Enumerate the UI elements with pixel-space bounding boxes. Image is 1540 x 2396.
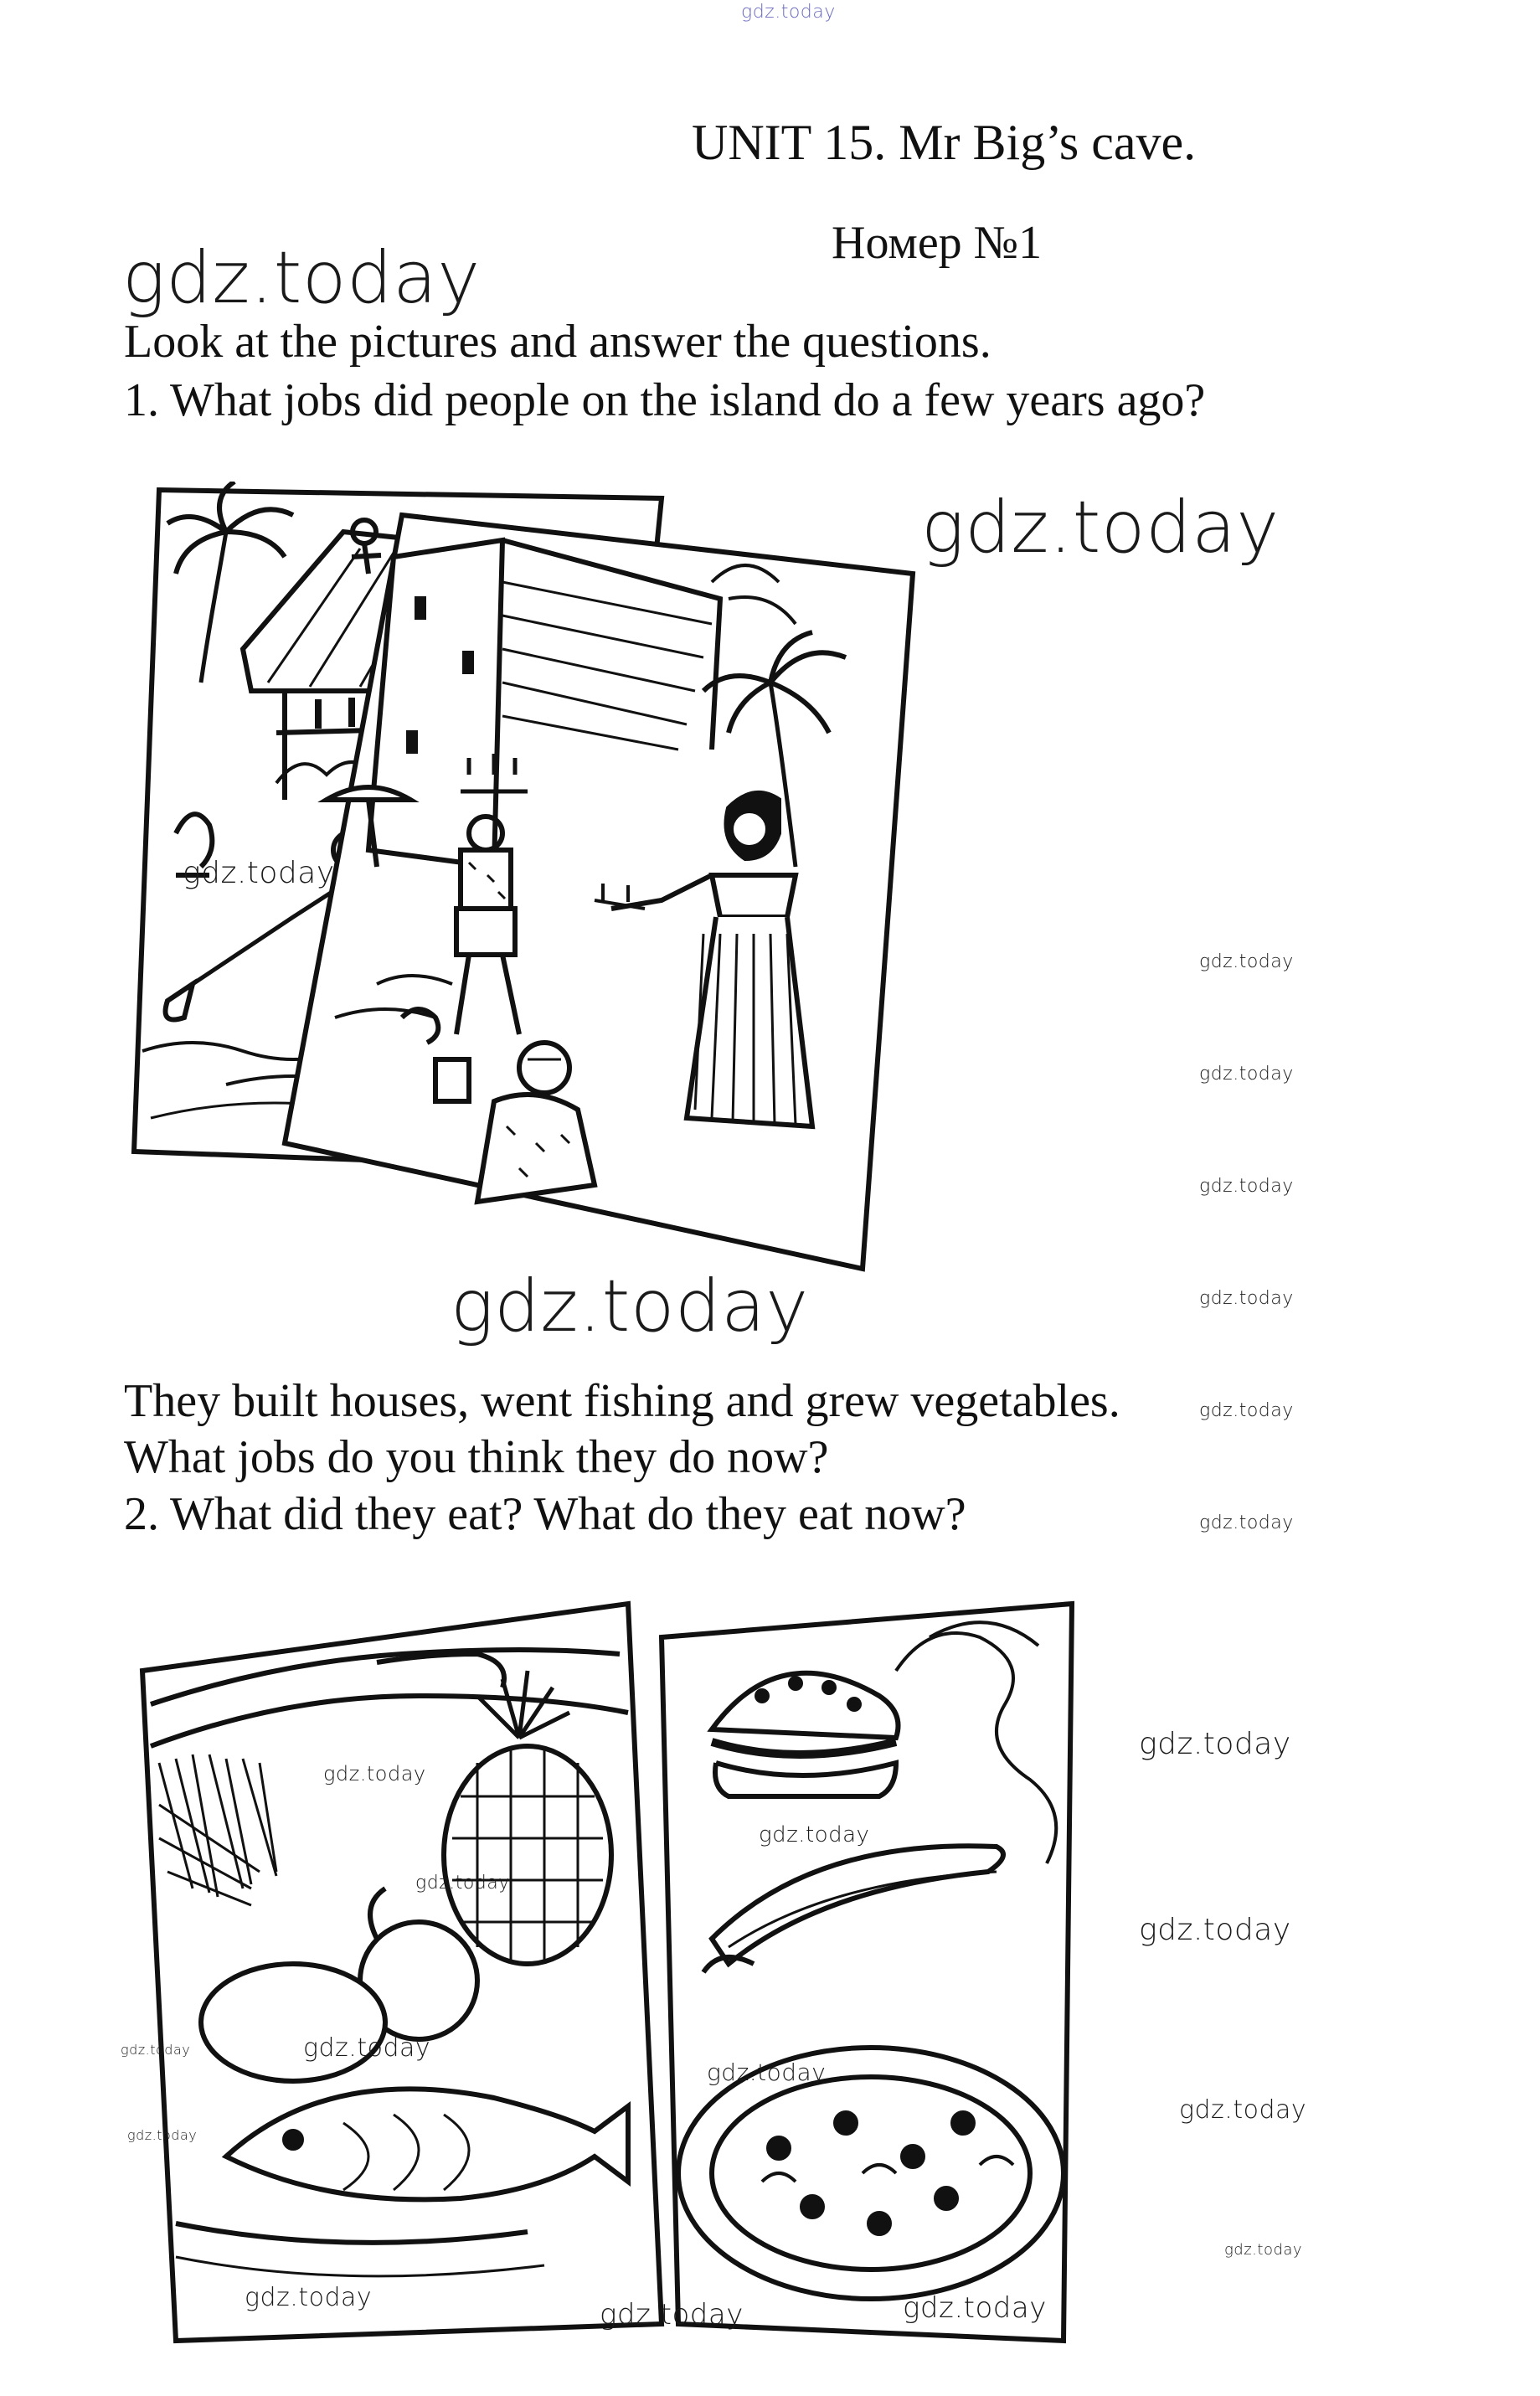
watermark-medium: gdz.today xyxy=(303,2033,431,2063)
watermark-small-3: gdz.today xyxy=(1199,1176,1294,1197)
watermark-large: gdz.today xyxy=(451,1265,809,1348)
watermark-small: gdz.today xyxy=(415,1873,510,1894)
watermark-medium: gdz.today xyxy=(600,2298,744,2332)
instruction-text: Look at the pictures and answer the questions. xyxy=(124,316,991,368)
watermark-small-2: gdz.today xyxy=(1199,1064,1294,1085)
picture-present-jobs xyxy=(285,515,913,1269)
watermark-small: gdz.today xyxy=(1224,2241,1303,2259)
question-2: 2. What did they eat? What do they eat now? xyxy=(124,1488,966,1540)
watermark-small: gdz.today xyxy=(127,2127,198,2143)
watermark-small-1: gdz.today xyxy=(1199,951,1294,972)
picture-past-food xyxy=(142,1604,662,2341)
watermark-small: gdz.today xyxy=(323,1762,426,1785)
watermark-small-4: gdz.today xyxy=(1199,1288,1294,1309)
watermark-large: gdz.today xyxy=(921,486,1280,569)
watermark-medium: gdz.today xyxy=(1139,1727,1291,1761)
watermark-medium: gdz.today xyxy=(183,856,335,890)
picture-present-food xyxy=(662,1604,1072,2341)
watermark-medium: gdz.today xyxy=(707,2058,827,2086)
watermark-small-5: gdz.today xyxy=(1199,1400,1294,1421)
watermark-medium: gdz.today xyxy=(903,2291,1047,2325)
watermark-medium: gdz.today xyxy=(1139,1913,1291,1947)
follow-up-question: What jobs do you think they do now? xyxy=(124,1431,829,1483)
exercise-number: Номер №1 xyxy=(832,217,1043,269)
watermark-small: gdz.today xyxy=(121,2042,191,2058)
top-watermark: gdz.today xyxy=(741,2,836,23)
illustration-island-jobs xyxy=(126,482,1097,1319)
unit-title: UNIT 15. Mr Big’s cave. xyxy=(692,115,1197,170)
watermark-medium: gdz.today xyxy=(1179,2095,1307,2125)
watermark-medium: gdz.today xyxy=(245,2283,373,2312)
watermark-small: gdz.today xyxy=(759,1822,870,1847)
question-1: 1. What jobs did people on the island do a few years ago? xyxy=(124,374,1206,426)
illustration-food xyxy=(126,1587,1114,2349)
answer-1: They built houses, went fishing and grew vegetables. xyxy=(124,1375,1120,1427)
watermark-small-6: gdz.today xyxy=(1199,1512,1294,1533)
watermark-large: gdz.today xyxy=(122,236,481,320)
